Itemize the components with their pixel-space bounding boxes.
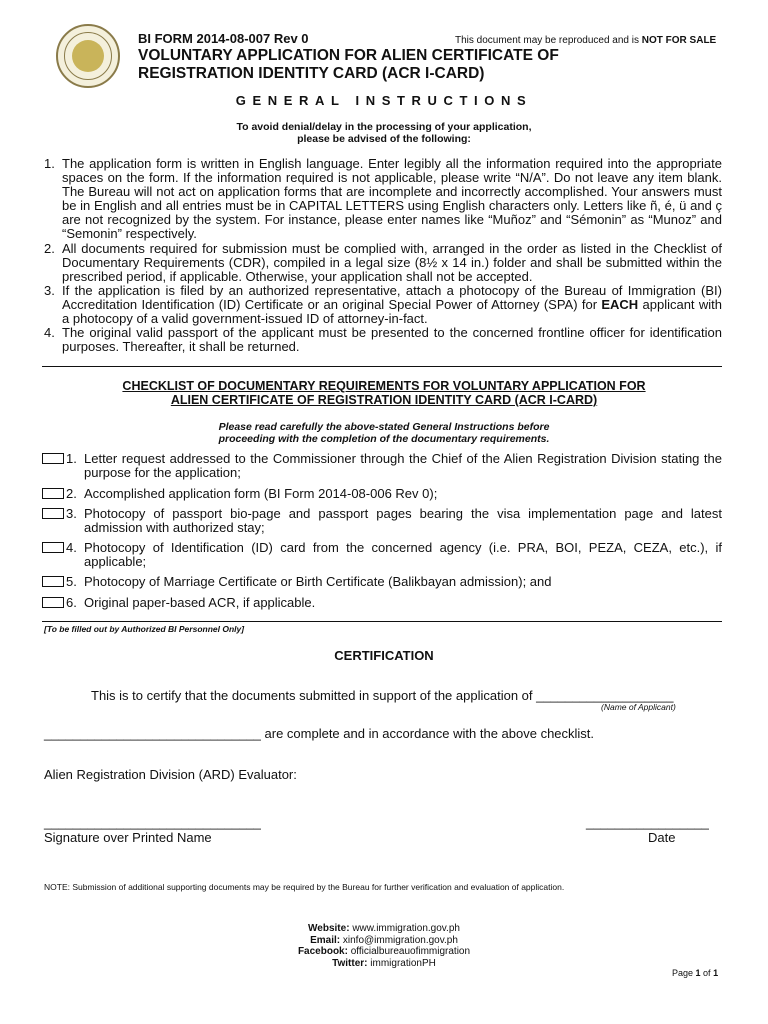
checklist-item: 3. Photocopy of passport bio-page and passport pages bearing the visa implementation page and latest admission with authorized stay; bbox=[42, 507, 722, 535]
website-link[interactable]: www.immigration.gov.ph bbox=[352, 923, 460, 934]
instruction-item: 3. If the application is filed by an authorized representative, attach a photocopy of the Bureau of Immigration (BI) Accreditation Identification (ID) Certificate or an original Special Power of Attorney (SPA) for EACH applicant with a photocopy of a valid government-issued ID of attorney-in-fact. bbox=[44, 282, 722, 327]
instruction-item: 4. The original valid passport of the applicant must be presented to the concerned frontline officer for identification purposes. Thereafter, it shall be returned. bbox=[44, 325, 722, 355]
form-number: BI FORM 2014-08-007 Rev 0 bbox=[138, 31, 309, 46]
checklist-checkbox[interactable] bbox=[42, 576, 64, 587]
checklist-item: 4. Photocopy of Identification (ID) card from the concerned agency (i.e. PRA, BOI, PEZA, CEZA, etc.), if applicable; bbox=[42, 541, 722, 569]
section-divider bbox=[42, 366, 722, 367]
checklist-title: CHECKLIST OF DOCUMENTARY REQUIREMENTS FOR VOLUNTARY APPLICATION FOR ALIEN CERTIFICATE OF REGISTRATION IDENTITY CARD (ACR I-CARD) bbox=[122, 379, 646, 407]
form-title-line-1: VOLUNTARY APPLICATION FOR ALIEN CERTIFICATE OF bbox=[138, 47, 559, 64]
reproduction-notice: This document may be reproduced and is NOT FOR SALE bbox=[455, 35, 717, 46]
personnel-only-note: [To be filled out by Authorized BI Personnel Only] bbox=[44, 624, 245, 634]
certification-statement: This is to certify that the documents submitted in support of the application of ___________________ bbox=[91, 688, 674, 703]
general-instructions-heading: GENERAL INSTRUCTIONS bbox=[235, 93, 533, 108]
date-caption: Date bbox=[648, 830, 676, 845]
not-for-sale: NOT FOR SALE bbox=[641, 35, 717, 46]
signature-caption: Signature over Printed Name bbox=[44, 830, 212, 845]
twitter-link[interactable]: immigrationPH bbox=[370, 957, 436, 969]
seal-emblem bbox=[72, 40, 104, 72]
checklist-item: 5. Photocopy of Marriage Certificate or Birth Certificate (Balikbayan admission); and bbox=[42, 575, 722, 589]
form-title bbox=[138, 47, 738, 83]
checklist-checkbox[interactable] bbox=[42, 542, 64, 553]
facebook-line: Facebook: officialbureauofimmigration bbox=[297, 946, 471, 957]
checklist-item: 2. Accomplished application form (BI Form 2014-08-006 Rev 0); bbox=[42, 487, 722, 501]
email-line: Email: xinfo@immigration.gov.ph bbox=[310, 934, 458, 946]
page-number: Page 1 of 1 bbox=[672, 968, 719, 978]
checklist-checkbox[interactable] bbox=[42, 597, 64, 608]
website-line: Website: www.immigration.gov.ph bbox=[308, 923, 460, 934]
signature-line: ______________________________ bbox=[44, 815, 261, 830]
twitter-line: Twitter: immigrationPH bbox=[332, 957, 436, 969]
checklist-confirmation: ______________________________ are complete and in accordance with the above checklist. bbox=[44, 726, 595, 741]
form-title-line-2: REGISTRATION IDENTITY CARD (ACR I-CARD) bbox=[138, 65, 485, 82]
checklist-checkbox[interactable] bbox=[42, 508, 64, 519]
contact-footer bbox=[0, 923, 768, 969]
evaluator-label: Alien Registration Division (ARD) Evaluator: bbox=[44, 767, 297, 782]
checklist-item: 6. Original paper-based ACR, if applicable. bbox=[42, 596, 722, 610]
instruction-item: 2. All documents required for submission must be complied with, arranged in the order as listed in the Checklist of Documentary Requirements (CDR), compiled in a legal size (8½ x 14 in.) folder and shall be submitted within the prescribed period, if applicable. Otherwise, your application shall not be accepted. bbox=[44, 240, 722, 284]
facebook-link[interactable]: officialbureauofimmigration bbox=[350, 946, 471, 957]
section-divider bbox=[42, 621, 722, 622]
bureau-of-immigration-seal bbox=[56, 24, 120, 88]
instructions-list bbox=[20, 157, 722, 354]
checklist-note: Please read carefully the above-stated General Instructions before proceeding with the completion of the documentary requirements. bbox=[218, 421, 550, 445]
additional-documents-note: NOTE: Submission of additional supporting documents may be required by the Bureau for further verification and evaluation of application. bbox=[44, 882, 565, 892]
advisory-text: To avoid denial/delay in the processing of your application, please be advised of the following: bbox=[236, 121, 532, 145]
email-link[interactable]: xinfo@immigration.gov.ph bbox=[342, 934, 458, 946]
certification-heading: CERTIFICATION bbox=[334, 648, 434, 663]
checklist-item: 1. Letter request addressed to the Commissioner through the Chief of the Alien Registration Division stating the purpose for the application; bbox=[42, 452, 722, 480]
instruction-item: 1. The application form is written in English language. Enter legibly all the information required into the appropriate spaces on the form. If the information required is not applicable, please write “N/A”. Do not leave any item blank. The Bureau will not act on application forms that are incomplete and incorrectly accomplished. Your answers must be in English and all entries must be in CAPITAL LETTERS using English characters only. Letters like ñ, é, ü and ç are not recognized by the system. For instance, please enter names like “Muñoz” and “Sémonin” as “Munoz” and “Semonin” respectively. bbox=[44, 156, 722, 242]
applicant-name-caption: (Name of Applicant) bbox=[601, 702, 676, 712]
checklist-checkbox[interactable] bbox=[42, 488, 64, 499]
date-line: _________________ bbox=[586, 815, 709, 830]
checklist-checkbox[interactable] bbox=[42, 453, 64, 464]
